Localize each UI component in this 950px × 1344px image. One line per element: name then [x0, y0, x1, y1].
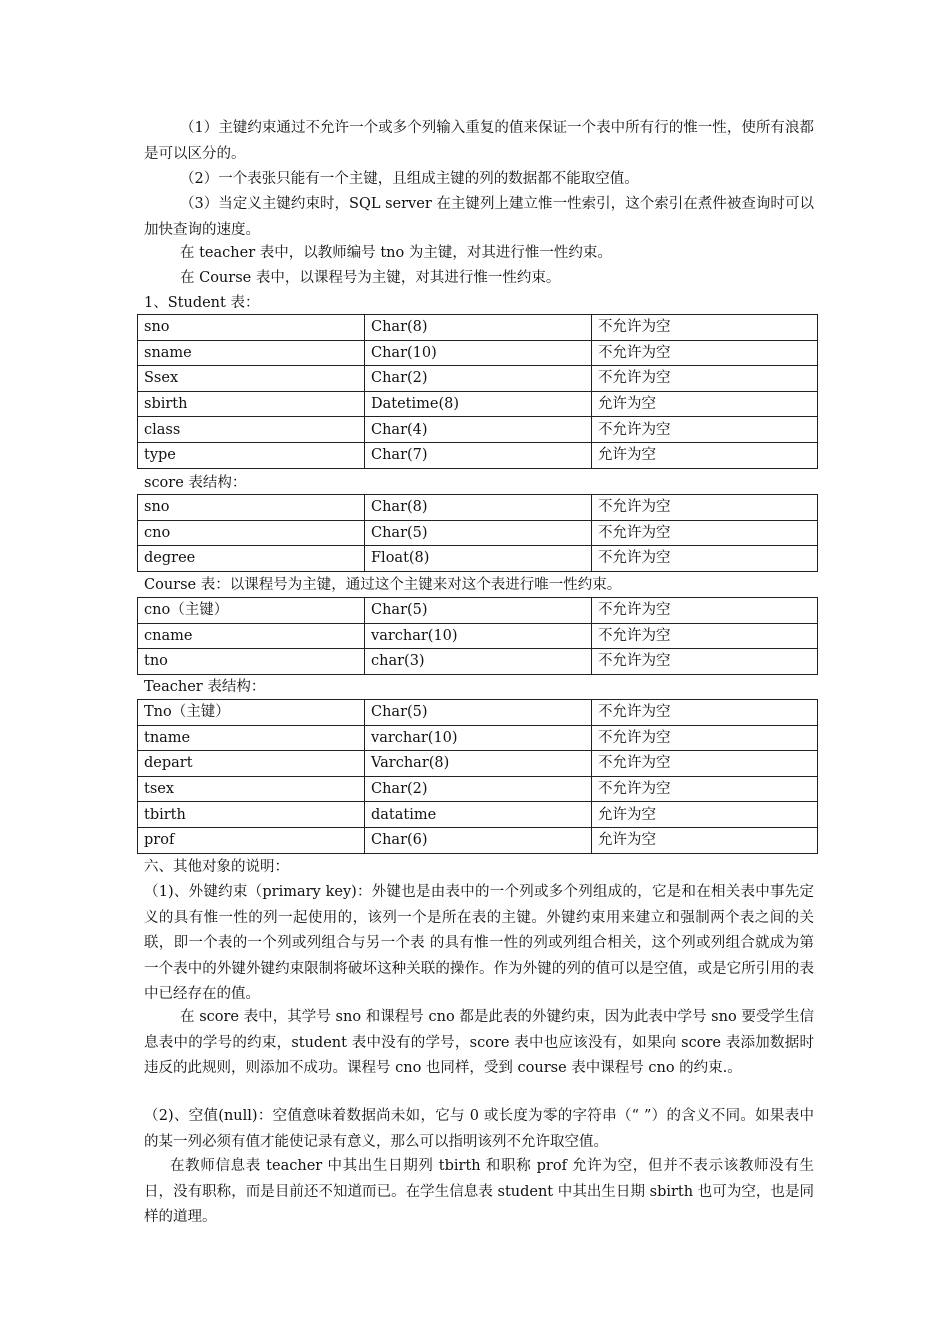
- score-table: [137, 494, 818, 572]
- table-row: [138, 391, 818, 417]
- table-cell: Char(5): [365, 700, 592, 726]
- table-cell: Char(5): [365, 520, 592, 546]
- table-cell: cno（主键）: [138, 598, 365, 624]
- table-cell: sno: [138, 495, 365, 521]
- student-table-title: 1、Student 表：: [144, 295, 260, 311]
- student-table: [137, 314, 818, 469]
- table-cell: 允许为空: [592, 827, 818, 853]
- table-cell: sbirth: [138, 391, 365, 417]
- table-row: [138, 417, 818, 443]
- intro-paragraph-2: （2）一个表张只能有一个主键，且组成主键的列的数据都不能取空值。: [180, 171, 639, 187]
- table-cell: 不允许为空: [592, 623, 818, 649]
- table-row: [138, 495, 818, 521]
- course-table-title: Course 表：以课程号为主键，通过这个主键来对这个表进行唯一性约束。: [144, 577, 622, 593]
- table-cell: 不允许为空: [592, 417, 818, 443]
- table-cell: 不允许为空: [592, 725, 818, 751]
- table-cell: Char(6): [365, 827, 592, 853]
- table-cell: cname: [138, 623, 365, 649]
- table-cell: class: [138, 417, 365, 443]
- intro-paragraph-3: （3）当定义主键约束时，SQL server 在主键列上建立惟一性索引，这个索引在煮件被查询时可以加快查询的速度。: [144, 196, 814, 238]
- table-row: [138, 751, 818, 777]
- table-cell: 不允许为空: [592, 520, 818, 546]
- table-row: [138, 623, 818, 649]
- table-cell: 允许为空: [592, 802, 818, 828]
- table-cell: 不允许为空: [592, 546, 818, 572]
- table-cell: type: [138, 442, 365, 468]
- table-cell: Char(7): [365, 442, 592, 468]
- table-cell: tsex: [138, 776, 365, 802]
- table-cell: Char(8): [365, 315, 592, 341]
- table-row: [138, 442, 818, 468]
- table-cell: 允许为空: [592, 391, 818, 417]
- table-cell: varchar(10): [365, 725, 592, 751]
- table-cell: prof: [138, 827, 365, 853]
- table-row: [138, 802, 818, 828]
- table-row: [138, 366, 818, 392]
- table-cell: Datetime(8): [365, 391, 592, 417]
- table-cell: 不允许为空: [592, 751, 818, 777]
- table-cell: cno: [138, 520, 365, 546]
- foreign-key-paragraph: （1)、外键约束（primary key)：外键也是由表中的一个列或多个列组成的，它是和在相关表中事先定义的具有惟一性的列一起使用的，该列一个是所在表的主键。外键约束用来建立和强制两个表之间的关联，即一个表的一个列或列组合与另一个表 的具有惟一性的列或列组合相关，这个列或列组合就成为第一个表中的外键外键约束限制将破坏这种关联的操作。作为外键的列的值可以是空值，或是它所引用的表中已经存在的值。: [144, 884, 814, 1002]
- table-row: [138, 520, 818, 546]
- other-objects-heading: 六、其他对象的说明：: [144, 859, 289, 875]
- table-cell: 不允许为空: [592, 649, 818, 675]
- table-cell: Char(8): [365, 495, 592, 521]
- table-cell: sname: [138, 340, 365, 366]
- table-cell: datatime: [365, 802, 592, 828]
- null-value-example-paragraph: 在教师信息表 teacher 中其出生日期列 tbirth 和职称 prof 允许为空，但并不表示该教师没有生日，没有职称，而是目前还不知道而已。在学生信息表 student 中其出生日期 sbirth 也可为空，也是同样的道理。: [144, 1158, 814, 1225]
- table-cell: 不允许为空: [592, 495, 818, 521]
- table-cell: Tno（主键）: [138, 700, 365, 726]
- table-cell: Char(2): [365, 776, 592, 802]
- table-cell: Char(5): [365, 598, 592, 624]
- table-row: [138, 598, 818, 624]
- table-cell: Float(8): [365, 546, 592, 572]
- table-cell: 不允许为空: [592, 315, 818, 341]
- table-cell: 不允许为空: [592, 700, 818, 726]
- table-cell: Ssex: [138, 366, 365, 392]
- table-cell: Varchar(8): [365, 751, 592, 777]
- intro-paragraph-1: （1）主键约束通过不允许一个或多个列输入重复的值来保证一个表中所有行的惟一性，使所有浪都是可以区分的。: [144, 120, 814, 162]
- intro-paragraph-5: 在 Course 表中，以课程号为主键，对其进行惟一性约束。: [180, 270, 561, 286]
- foreign-key-example-paragraph: 在 score 表中，其学号 sno 和课程号 cno 都是此表的外键约束，因为此表中学号 sno 要受学生信息表中的学号的约束，student 表中没有的学号，score 表中也应该没有，如果向 score 表添加数据时违反的此规则，则添加不成功。课程号 cno 也同样，受到 course 表中课程号 cno 的约束.。: [144, 1009, 814, 1076]
- table-cell: sno: [138, 315, 365, 341]
- table-cell: Char(4): [365, 417, 592, 443]
- table-row: [138, 827, 818, 853]
- table-row: [138, 725, 818, 751]
- table-cell: degree: [138, 546, 365, 572]
- table-cell: Char(10): [365, 340, 592, 366]
- score-table-title: score 表结构：: [144, 475, 247, 491]
- table-cell: 不允许为空: [592, 598, 818, 624]
- null-value-paragraph: （2)、空值(null)：空值意味着数据尚未如，它与 0 或长度为零的字符串（“ ”）的含义不同。如果表中的某一列必须有值才能使记录有意义，那么可以指明该列不允许取空值。: [144, 1108, 814, 1150]
- table-cell: tbirth: [138, 802, 365, 828]
- table-cell: 允许为空: [592, 442, 818, 468]
- table-cell: tname: [138, 725, 365, 751]
- teacher-table: [137, 699, 818, 854]
- course-table: [137, 597, 818, 675]
- table-row: [138, 546, 818, 572]
- table-cell: 不允许为空: [592, 340, 818, 366]
- table-cell: char(3): [365, 649, 592, 675]
- table-row: [138, 340, 818, 366]
- table-row: [138, 776, 818, 802]
- table-cell: tno: [138, 649, 365, 675]
- table-row: [138, 700, 818, 726]
- teacher-table-title: Teacher 表结构：: [144, 679, 266, 695]
- table-cell: Char(2): [365, 366, 592, 392]
- table-row: [138, 649, 818, 675]
- intro-paragraph-4: 在 teacher 表中，以教师编号 tno 为主键，对其进行惟一性约束。: [180, 245, 612, 261]
- table-cell: 不允许为空: [592, 776, 818, 802]
- table-cell: 不允许为空: [592, 366, 818, 392]
- table-row: [138, 315, 818, 341]
- table-cell: depart: [138, 751, 365, 777]
- table-cell: varchar(10): [365, 623, 592, 649]
